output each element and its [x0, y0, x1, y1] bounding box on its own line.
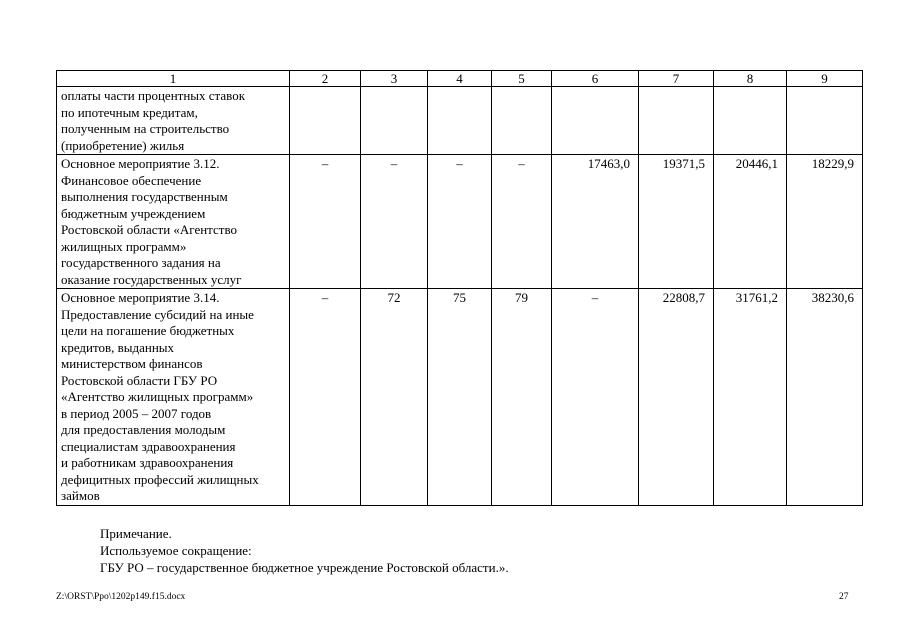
footer-file-path: Z:\ORST\Ppo\1202p149.f15.docx — [56, 592, 186, 602]
column-header: 9 — [787, 71, 863, 87]
value-cell — [552, 87, 639, 155]
value-cell — [361, 87, 428, 155]
description-line: займов — [61, 488, 100, 503]
value-cell: 17463,0 — [552, 155, 639, 289]
data-table — [56, 70, 863, 506]
description-line: Ростовской области ГБУ РО — [61, 372, 218, 388]
description-line: министерством финансов — [61, 356, 203, 371]
description-line: кредитов, выданных — [61, 339, 175, 355]
description-line: жилищных программ» — [61, 238, 187, 254]
description-line: бюджетным учреждением — [61, 205, 206, 221]
note-title: Примечание. — [100, 526, 172, 541]
value-cell: 31761,2 — [714, 289, 787, 506]
column-header: 5 — [492, 71, 552, 87]
table-row — [57, 155, 863, 289]
value-cell: 79 — [492, 289, 552, 506]
table-row — [57, 289, 863, 506]
value-cell: 19371,5 — [639, 155, 714, 289]
description-line: и работникам здравоохранения — [61, 455, 234, 470]
value-cell — [714, 87, 787, 155]
value-cell: 20446,1 — [714, 155, 787, 289]
description-line: государственного задания на — [61, 255, 221, 270]
value-cell — [787, 87, 863, 155]
value-cell: – — [361, 155, 428, 289]
description-line: Предоставление субсидий на иные — [61, 306, 254, 322]
description-line: специалистам здравоохранения — [61, 438, 236, 454]
value-cell: – — [552, 289, 639, 506]
description-line: в период 2005 – 2007 годов — [61, 405, 212, 421]
description-line: Финансовое обеспечение — [61, 172, 202, 188]
value-cell: – — [290, 289, 361, 506]
header-row — [57, 71, 863, 87]
note-block — [100, 525, 509, 576]
description-line: для предоставления молодым — [61, 422, 226, 437]
column-header: 4 — [428, 71, 492, 87]
value-cell: 72 — [361, 289, 428, 506]
column-header: 2 — [290, 71, 361, 87]
column-header: 8 — [714, 71, 787, 87]
description-line: дефицитных профессий жилищных — [61, 471, 259, 487]
column-header: 1 — [57, 71, 290, 87]
measure-description-cell — [57, 87, 290, 155]
description-line: Основное мероприятие 3.12. — [61, 156, 220, 171]
value-cell: 22808,7 — [639, 289, 714, 506]
value-cell — [290, 87, 361, 155]
value-cell: – — [290, 155, 361, 289]
value-cell: – — [492, 155, 552, 289]
value-cell: 38230,6 — [787, 289, 863, 506]
value-cell: – — [428, 155, 492, 289]
value-cell: 75 — [428, 289, 492, 506]
value-cell: 18229,9 — [787, 155, 863, 289]
measure-description-cell — [57, 155, 290, 289]
value-cell — [428, 87, 492, 155]
value-cell — [639, 87, 714, 155]
page-number: 27 — [839, 592, 849, 602]
column-header: 7 — [639, 71, 714, 87]
measure-description-cell — [57, 289, 290, 506]
description-line: по ипотечным кредитам, — [61, 104, 198, 120]
table-row — [57, 87, 863, 155]
description-line: оказание государственных услуг — [61, 271, 242, 287]
description-line: выполнения государственным — [61, 189, 228, 204]
note-abbreviation: ГБУ РО – государственное бюджетное учреждение Ростовской области.». — [100, 560, 509, 575]
description-line: Ростовской области «Агентство — [61, 222, 238, 237]
value-cell — [492, 87, 552, 155]
column-header: 6 — [552, 71, 639, 87]
description-line: полученным на строительство — [61, 121, 230, 136]
description-line: оплаты части процентных ставок — [61, 88, 246, 103]
description-line: Основное мероприятие 3.14. — [61, 290, 220, 305]
description-line: «Агентство жилищных программ» — [61, 389, 254, 404]
description-line: (приобретение) жилья — [61, 137, 185, 153]
description-line: цели на погашение бюджетных — [61, 323, 235, 338]
note-subtitle: Используемое сокращение: — [100, 543, 252, 558]
column-header: 3 — [361, 71, 428, 87]
